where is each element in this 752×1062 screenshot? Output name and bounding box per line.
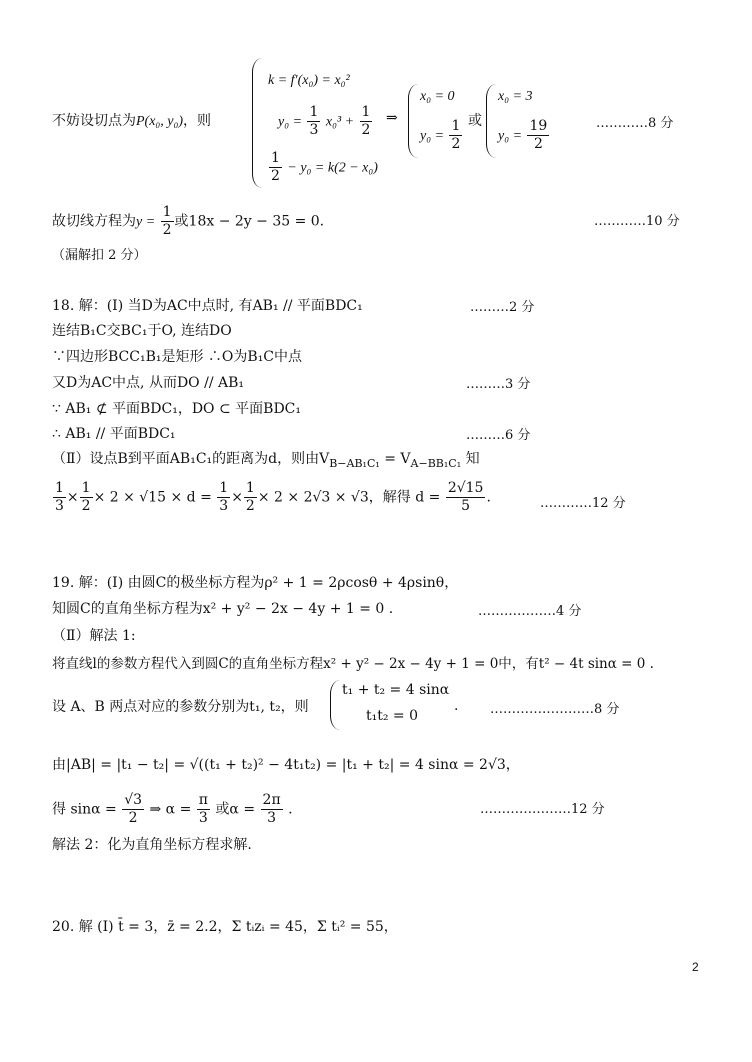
q18-line5: ∵ AB₁ ⊄ 平面BDC₁，DO ⊂ 平面BDC₁: [52, 401, 302, 417]
q18-score-12: …………12 分: [540, 496, 626, 511]
q18-line8: $\frac{1}{3}$ × $\frac{1}{2}$ × 2 × √15 × d = $\frac{1}{3}$ × $\frac{1}{2}$ × 2 × 2√3 × √3，解得 d = $\frac{2√15}{5}$ .: [55, 480, 491, 514]
sol2-x: x₀ = 3: [498, 89, 533, 104]
q19-score-8: ……………………8 分: [490, 702, 620, 717]
q18-score-2: ………2 分: [470, 300, 535, 315]
frac-sol2: $\frac{19}{2}$: [529, 118, 548, 152]
q19-line3: （Ⅱ）解法 1:: [52, 628, 136, 644]
q18-line7: （Ⅱ）设点B到平面AB₁C₁的距离为d，则由$V_{B-AB_1C_1} = V_{A-BB_1C_1}$ 知: [52, 451, 480, 470]
tangent-result-line: 故切线方程为y = $\frac{1}{2}$ 或18x − 2y − 35 = 0.: [52, 204, 325, 238]
frac-1-2b: $\frac{1}{2}$: [271, 150, 280, 184]
q19-line7: 得 sinα = $\frac{√3}{2}$ ⇒ α = $\frac{\pi}{3}$ 或α = $\frac{2\pi}{3}$ .: [52, 792, 293, 826]
frac-2pi-3: $\frac{2\pi}{3}$: [262, 792, 281, 826]
page-number: 2: [692, 960, 699, 974]
q18-score-3: ………3 分: [466, 377, 531, 392]
frac-pi-3: $\frac{\pi}{3}$: [198, 792, 208, 826]
third-equation: $\frac{1}{2}$ − y₀ = k(2 − x₀): [271, 150, 378, 184]
q18-line3: ∵四边形BCC₁B₁是矩形 ∴O为B₁C中点: [52, 349, 303, 365]
frac-half-result: $\frac{1}{2}$: [162, 204, 172, 238]
implies-arrow: ⇒: [386, 110, 398, 126]
p1-then: ，则: [183, 113, 212, 129]
q18-line4: 又D为AC中点, 从而DO // AB₁: [52, 375, 244, 391]
frac-q18-a: $\frac{1}{3}$: [55, 480, 64, 514]
score-10: …………10 分: [594, 214, 680, 229]
sol1-x: x₀ = 0: [420, 89, 455, 104]
k-equation: k = f′(x₀) = x₀²: [268, 73, 350, 88]
sum-t: t₁ + t₂ = 4 sinα: [342, 682, 450, 698]
q18-line1: 18. 解：(Ⅰ) 当D为AC中点时, 有AB₁ // 平面BDC₁: [52, 298, 363, 314]
sol1-y: y₀ = $\frac{1}{2}$: [420, 118, 461, 152]
or-word: 或: [468, 113, 482, 129]
tangent-system: [252, 58, 392, 188]
q19-line1: 19. 解：(Ⅰ) 由圆C的极坐标方程为ρ² + 1 = 2ρcosθ + 4ρsinθ，: [52, 575, 459, 591]
frac-1-2: $\frac{1}{2}$: [361, 104, 371, 138]
q19-line5: 设 A、B 两点对应的参数分别为t₁, t₂，则: [52, 699, 309, 715]
q19-line6: 由|AB| = |t₁ − t₂| = √((t₁ + t₂)² − 4t₁t₂) = |t₁ + t₂| = 4 sinα = 2√3，: [52, 757, 520, 773]
frac-sol1: $\frac{1}{2}$: [451, 118, 461, 152]
product-t: t₁t₂ = 0: [366, 708, 419, 724]
q19-score-4: ………………4 分: [478, 604, 582, 619]
param-system: [330, 680, 450, 730]
point-p: P(x₀, y₀): [136, 114, 184, 129]
solution-system-2: [486, 84, 556, 158]
q19-line8: 解法 2：化为直角坐标方程求解.: [52, 837, 252, 853]
sol2-y: y₀ = $\frac{19}{2}$: [498, 118, 548, 152]
left-brace: [252, 58, 265, 188]
q18-line6: ∴ AB₁ // 平面BDC₁: [52, 426, 176, 442]
frac-q18-d-result: $\frac{2√15}{5}$: [447, 480, 484, 514]
frac-sqrt3-2: $\frac{√3}{2}$: [124, 792, 143, 826]
q19-dot: .: [454, 698, 459, 714]
note-deduct: （漏解扣 2 分）: [52, 248, 147, 263]
q19-line2: 知圆C的直角坐标方程为x² + y² − 2x − 4y + 1 = 0 .: [52, 601, 394, 617]
q20-line1: 20. 解 (Ⅰ) t̄ = 3，z̄ = 2.2，Σ tᵢzᵢ = 45，Σ tᵢ² = 55，: [52, 919, 398, 935]
q18-line2: 连结B₁C交BC₁于O, 连结DO: [52, 323, 232, 339]
frac-q18-b: $\frac{1}{2}$: [81, 480, 91, 514]
solution-system-1: [408, 84, 468, 158]
q19-line4: 将直线l的参数方程代入到圆C的直角坐标方程x² + y² − 2x − 4y + 1 = 0中，有t² − 4t sinα = 0 .: [52, 656, 654, 672]
score-8: …………8 分: [596, 116, 674, 131]
frac-q18-d: $\frac{1}{2}$: [245, 480, 255, 514]
p1-lead-line: [52, 110, 211, 130]
y0-equation: y₀ = $\frac{1}{3}$ x₀³ + $\frac{1}{2}$: [278, 104, 371, 138]
q18-score-6: ………6 分: [466, 428, 531, 443]
frac-1-3: $\frac{1}{3}$: [309, 104, 319, 138]
frac-q18-c: $\frac{1}{3}$: [219, 480, 229, 514]
q19-score-12: …………………12 分: [480, 802, 605, 817]
p1-lead: 不妨设切点为: [52, 113, 136, 129]
